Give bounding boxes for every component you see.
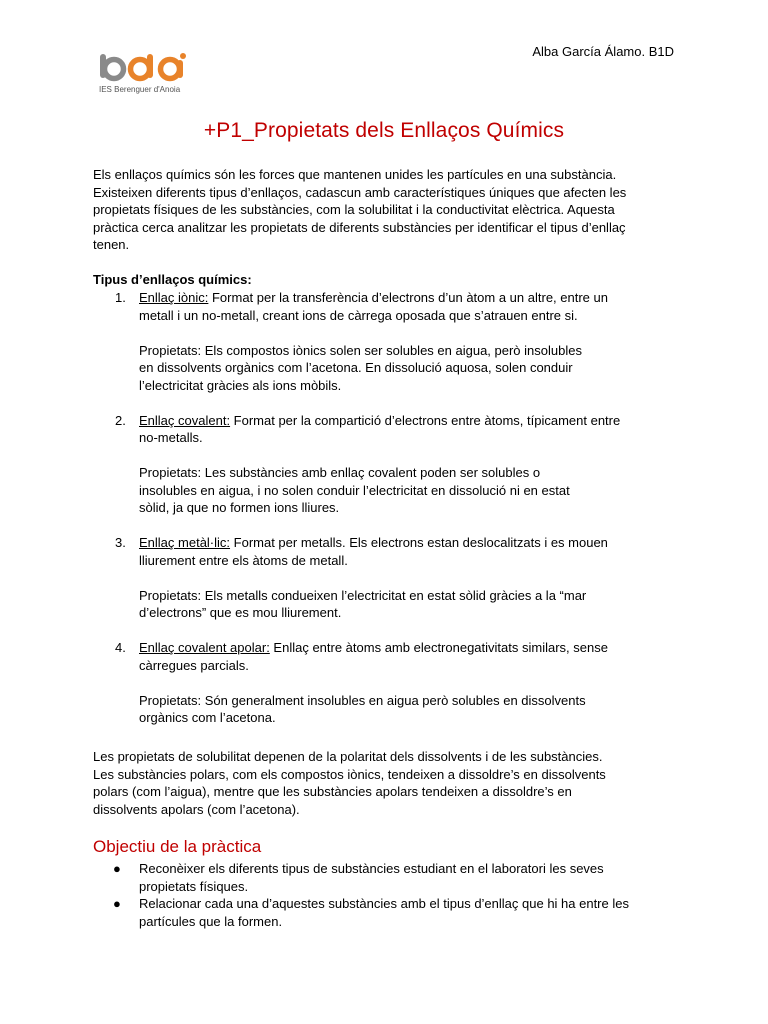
- objective-line: propietats físiques.: [139, 878, 249, 894]
- objective-line: Relacionar cada una d’aquestes substàncies amb el tipus d’enllaç que hi ha entre les: [139, 896, 629, 911]
- item-number: 3.: [115, 535, 126, 550]
- intro-line: Existeixen diferents tipus d’enllaços, cadascun amb característiques úniques que afecten les: [93, 184, 627, 200]
- closing-line: polars (com l’aigua), mentre que les substàncies apolars tendeixen a dissoldre’s en: [93, 784, 572, 799]
- bond-desc-line: metall i un no-metall, creant ions de càrrega oposada que s’atrauen entre si.: [139, 307, 578, 323]
- props-line: Propietats: Són generalment insolubles en aigua però solubles en dissolvents: [139, 692, 586, 708]
- closing-paragraph: [93, 748, 678, 818]
- bond-properties: [139, 692, 683, 727]
- item-description: [139, 534, 683, 552]
- bond-type-item: [93, 412, 683, 517]
- intro-paragraph: [93, 166, 678, 254]
- bond-name: Enllaç metàl·lic:: [139, 535, 231, 550]
- bond-desc-line: lliurement entre els àtoms de metall.: [139, 552, 348, 568]
- props-line: sòlid, ja que no formen ions lliures.: [139, 500, 340, 515]
- bond-types-list: [93, 289, 683, 727]
- bond-desc: Format per metalls. Els electrons estan deslocalitzats i es mouen: [230, 535, 608, 550]
- props-line: en dissolvents orgànics com l’acetona. En dissolució aquosa, solen conduir: [139, 360, 573, 375]
- bond-name: Enllaç iònic:: [139, 290, 209, 305]
- bond-desc-line: càrregues parcials.: [139, 657, 249, 673]
- item-number: 1.: [115, 290, 126, 305]
- intro-line: Els enllaços químics són les forces que mantenen unides les partícules en una substància.: [93, 167, 617, 182]
- bond-type-item: [93, 289, 683, 394]
- objective-list: [93, 860, 683, 930]
- item-description: [139, 289, 683, 307]
- objective-item: [93, 860, 683, 895]
- bullet-icon: ●: [113, 896, 121, 911]
- bond-type-item: [93, 639, 683, 727]
- closing-line: Les substàncies polars, com els compostos iònics, tendeixen a dissoldre’s en dissolvents: [93, 766, 606, 782]
- props-line: Propietats: Les substàncies amb enllaç covalent poden ser solubles o: [139, 465, 541, 480]
- intro-line: pràctica cerca analitzar les propietats de diferents substàncies per identificar el tipus d’enllaç: [93, 219, 626, 235]
- props-line: Propietats: Els compostos iònics solen ser solubles en aigua, però insolubles: [139, 342, 582, 358]
- item-description: [139, 639, 683, 657]
- author-name: Alba García Álamo. B1D: [532, 44, 674, 59]
- bond-properties: [139, 342, 683, 395]
- objective-line: Reconèixer els diferents tipus de substàncies estudiant en el laboratori les seves: [139, 861, 604, 876]
- objective-item: [93, 895, 683, 930]
- school-logo: [97, 50, 197, 96]
- logo-subtitle: IES Berenguer d'Anoia: [99, 85, 181, 94]
- props-line: l’electricitat gràcies als ions mòbils.: [139, 377, 342, 393]
- props-line: orgànics com l’acetona.: [139, 710, 276, 725]
- bond-properties: [139, 464, 683, 517]
- bond-name: Enllaç covalent:: [139, 412, 231, 428]
- props-line: Propietats: Els metalls condueixen l’electricitat en estat sòlid gràcies a la “mar: [139, 587, 587, 603]
- bond-desc: Enllaç entre àtoms amb electronegativitats similars, sense: [269, 640, 608, 655]
- intro-line: tenen.: [93, 237, 130, 252]
- bond-properties: [139, 587, 683, 622]
- bond-desc-line: no-metalls.: [139, 430, 203, 445]
- objective-line: partícules que la formen.: [139, 913, 283, 929]
- document-title: +P1_Propietats dels Enllaços Químics: [203, 119, 565, 142]
- bda-logo-icon: [97, 50, 197, 96]
- bond-type-item: [93, 534, 683, 622]
- intro-line: propietats físiques de les substàncies, com la solubilitat i la conductivitat elèctrica. Aquesta: [93, 202, 615, 217]
- props-line: insolubles en aigua, i no solen conduir l’electricitat en dissolució ni en estat: [139, 482, 570, 498]
- item-number: 4.: [115, 640, 126, 655]
- closing-line: Les propietats de solubilitat depenen de la polaritat dels dissolvents i de les substàncies.: [93, 749, 603, 764]
- types-heading: Tipus d’enllaços químics:: [93, 272, 252, 287]
- objective-heading: Objectiu de la pràctica: [93, 837, 262, 856]
- props-line: d’electrons” que es mou lliurement.: [139, 605, 342, 620]
- item-number: 2.: [115, 412, 126, 428]
- bond-desc: Format per la compartició d’electrons entre àtoms, típicament entre: [230, 412, 621, 428]
- bond-name: Enllaç covalent apolar:: [139, 640, 270, 655]
- item-description: [139, 412, 683, 430]
- bullet-icon: ●: [113, 861, 121, 876]
- bond-desc: Format per la transferència d’electrons d’un àtom a un altre, entre un: [208, 290, 608, 305]
- closing-line: dissolvents apolars (com l’acetona).: [93, 801, 300, 817]
